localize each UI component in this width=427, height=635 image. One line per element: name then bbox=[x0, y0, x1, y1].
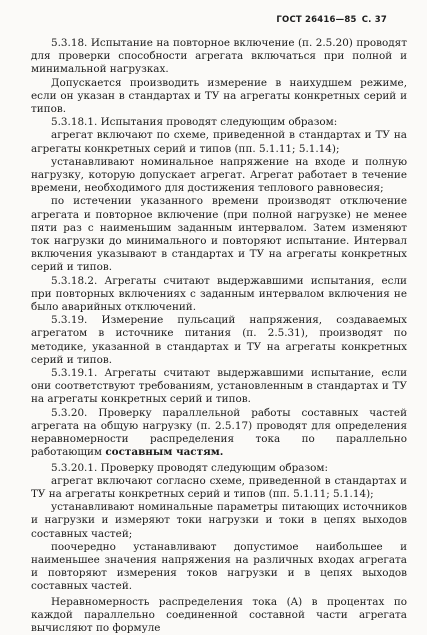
paragraph: 5.3.18.2. Агрегаты считают выдержавшими испытания, если при повторных включениях с заданным интервалом включения не было аварийных отключений. bbox=[31, 274, 407, 314]
paragraph: 5.3.19.1. Агрегаты считают выдержавшими испытание, если они соответствуют требованиям, установленным в стандартах и ТУ на агрегаты конкретных серий и типов. bbox=[31, 367, 407, 406]
paragraph: по истечении указанного времени производят отключение агрегата и повторное включение (при полной нагрузке) не менее пяти раз с наименьшим заданным интервалом. Затем изменяют ток нагрузки до минимального и повторяют испытание. Интервал включения указывают в стандартах и ТУ на агрегаты конкретных серий и типов. bbox=[31, 195, 407, 274]
bold-text: составным частям. bbox=[105, 446, 224, 459]
paragraph: 5.3.18.1. Испытания проводят следующим образом: bbox=[51, 116, 338, 129]
paragraph: Допускается производить измерение в наихудшем режиме, если он указан в стандартах и ТУ на агрегаты конкретных серий и типов. bbox=[31, 76, 407, 116]
paragraph: устанавливают номинальное напряжение на входе и полную нагрузку, которую допускает агрегат. Агрегат работает в течение времени, необходимого для достижения теплового равновесия; bbox=[31, 155, 407, 195]
paragraph: агрегат включают согласно схеме, приведенной в стандартах и ТУ на агрегаты конкретных серий и типов (пп. 5.1.11; 5.1.14); bbox=[31, 474, 407, 500]
standard-number: ГОСТ 26416—85 bbox=[276, 15, 357, 25]
page-header bbox=[274, 15, 387, 25]
paragraph: 5.3.18. Испытание на повторное включение (п. 2.5.20) проводят для проверки способности агрегата включаться при полной и минимальной нагрузках. bbox=[31, 37, 407, 76]
paragraph: 5.3.19. Измерение пульсаций напряжения, создаваемых агрегатом в источнике питания (п. 2.5.31), производят по методике, указанной в стандартах и ТУ на агрегаты конкретных серий и типов. bbox=[31, 314, 407, 366]
paragraph: агрегат включают по схеме, приведенной в стандартах и ТУ на агрегаты конкретных серий и типов (пп. 5.1.11; 5.1.14); bbox=[31, 129, 407, 155]
paragraph: устанавливают номинальные параметры питающих источников и нагрузки и измеряют токи нагрузки и токи в цепях выходов составных частей; bbox=[31, 501, 407, 540]
paragraph: поочередно устанавливают допустимое наибольшее и наименьшее значения напряжения на различных входах агрегата и повторяют измерения токов нагрузки и в цепях выходов составных частей. bbox=[31, 540, 407, 593]
paragraph bbox=[31, 407, 407, 460]
paragraph: 5.3.20.1. Проверку проводят следующим образом: bbox=[51, 461, 329, 474]
paragraph: Неравномерность распределения тока (A) в процентах по каждой параллельно соединенной составной части агрегата вычисляют по формуле bbox=[31, 595, 407, 634]
page-number: С. 37 bbox=[361, 15, 387, 25]
document-body bbox=[31, 37, 407, 635]
paragraph-text: 5.3.20. Проверку параллельной работы составных частей агрегата на общую нагрузку (п. 2.5.17) проводят для определения неравномерности распределения тока по параллельно работающим bbox=[31, 406, 407, 459]
